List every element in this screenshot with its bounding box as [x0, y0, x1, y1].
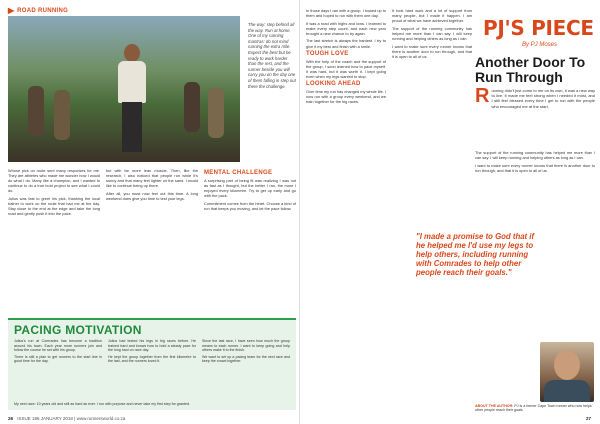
background-person [28, 86, 44, 136]
background-person [54, 90, 70, 140]
paragraph: The support of the running community has helped me more than I can say. I will keep running and helping others as long as I can. [475, 150, 595, 161]
page-number: 27 [585, 416, 591, 421]
pacing-column-1 [14, 339, 102, 366]
intro-text: unning didn't just come to me on its own, it was a new way to live. It made me feel strong when I needed it most, and I still feel blessed every time I get to run with the people who encouraged me at the start. [491, 88, 595, 109]
paragraph: He kept the group together from the first kilometre to the last, and the runners loved it. [108, 354, 196, 364]
paragraph: but with far more lean muscle. Then, like the research, I also noticed that people run while it's sunny and that many feel lighter on the sand. I would like to continue being up there. [106, 168, 198, 189]
paragraph: The support of the running community has helped me more than I can say. I will keep running and helping others as long as I can. [392, 25, 472, 41]
paragraph: Julius had tested his legs in big races before. He trained hard and knows how to hold a steady pace for the long haul on race day. [108, 339, 196, 353]
paragraph: I want to make sure every runner knows that there is another door to run through, and that it is open to all of us. [392, 43, 472, 59]
about-author [475, 404, 595, 413]
right-column-2 [392, 8, 472, 61]
pacing-column-2 [108, 339, 196, 366]
right-footer [586, 416, 594, 421]
section-label: ROAD RUNNING [17, 7, 69, 14]
paragraph: A surprising part of being fit was realizing I was not as fast as I thought, but the better I ran, the more I enjoyed every kilometre. Try to get up early and go with the pack. [204, 178, 296, 199]
paragraph: There is still a plan to get runners to the start line in good time for the day. [14, 354, 102, 364]
pull-quote: "I made a promise to God that if he helped me I'd use my legs to help others, including running with Comrades to help other people reach their goals." [416, 232, 535, 277]
paragraph: After all, you must now feel out this time. A long weekend does give you time to test your legs. [106, 190, 198, 201]
paragraph: I want to make sure every runner knows that there is another door to run through, and that it is open to all of us. [475, 162, 595, 173]
runner-figure [112, 44, 152, 154]
mental-challenge-heading: MENTAL CHALLENGE [204, 170, 273, 176]
intro-paragraph [475, 85, 595, 109]
article-column-c [204, 168, 296, 214]
pacing-column-3 [202, 339, 290, 366]
paragraph: In those days I ran with a group. I looked up to them and hoped to run with them one day. [306, 8, 386, 19]
article-column-b [106, 168, 198, 204]
paragraph: The last stretch is always the hardest. I try to give it my best and finish with a smile. [306, 38, 386, 49]
column-title: PJ'S PIECE [483, 16, 594, 40]
section-tag [8, 6, 68, 15]
headline: Another Door To Run Through [475, 54, 586, 85]
pacing-motivation-box [8, 318, 296, 410]
photo-caption: The way: step behind all the way. Run at home. One of my running mantras: do not mind running the extra mile. Expect the best but be ready to work harder than the rest, and the runner beside you will carry you on the day one of them falling in step out there the challenge. [248, 22, 296, 89]
tough-love-heading: TOUGH LOVE [306, 50, 349, 57]
paragraph: Julius's run at Comrades has become a tradition around his town. Each year more runners join and follow the course he set with his group. [14, 339, 102, 353]
paragraph: It was a road with highs and lows. I learned to make every step count, and each new year brought a new chance to try again. [306, 20, 386, 36]
page-number: 26 [8, 416, 14, 421]
author-portrait [540, 342, 594, 402]
paragraph: It took hard work and a lot of support from many people, but I made it happen. I am proud of what we have achieved together. [392, 8, 472, 24]
article-column-a [8, 168, 100, 219]
right-page [300, 0, 600, 424]
runner-photo [8, 16, 240, 162]
paragraph: Since the last race, I have seen how much the group means to each runner. I want to keep going and help others make it to the finish. [202, 339, 290, 353]
byline: By PJ Moses [522, 42, 558, 48]
paragraph: Whose pick on route sent many responses for me. They are athletes who made me wonder how I would do what I do. Many like a champion, and I wanted to continue to do a true bold project to see what I could do. [8, 168, 100, 194]
drop-cap: R [475, 85, 490, 107]
right-column-3 [475, 150, 595, 175]
chevron-right-icon: ▶ [8, 6, 15, 15]
about-text: PJ is a former Cape Town runner who now helps other people reach their goals. [475, 404, 592, 413]
footer-text: ISSUE 186 JANUARY 2018 | www.runnersworld.co.za [17, 416, 126, 421]
background-person [208, 88, 224, 138]
paragraph: With the help of the coach and the support of the group, I soon learned how to pace myself. It was hard, but it was worth it. I kept going even when my legs wanted to stop. [306, 58, 386, 80]
background-person [184, 82, 200, 132]
paragraph: Over time my run has changed my whole life. I now run with a group every weekend, and we train together for the big races. [306, 89, 387, 105]
pacing-title: PACING MOTIVATION [14, 323, 142, 337]
right-column-1 [306, 8, 386, 107]
paragraph: Commitment comes from the heart. Choose a kind of run that keeps you moving, and let the pace follow. [204, 200, 296, 212]
about-label: ABOUT THE AUTHOR: [475, 404, 514, 408]
paragraph: We want to set up a pacing team for the next race and keep the crowd together. [202, 354, 290, 364]
pacing-footnote: My next race: 10 years old and still as hard as ever. I run with purpose and never take my first step for granted. [14, 402, 190, 407]
paragraph: Julius was fast to greet his pick, thanking the local trainer to work on the route that had me at the day. Stay close to the end at the edge and take the long road and gently push it into the pace. [8, 195, 100, 217]
looking-ahead-heading: LOOKING AHEAD [306, 81, 361, 88]
left-footer [8, 416, 125, 421]
